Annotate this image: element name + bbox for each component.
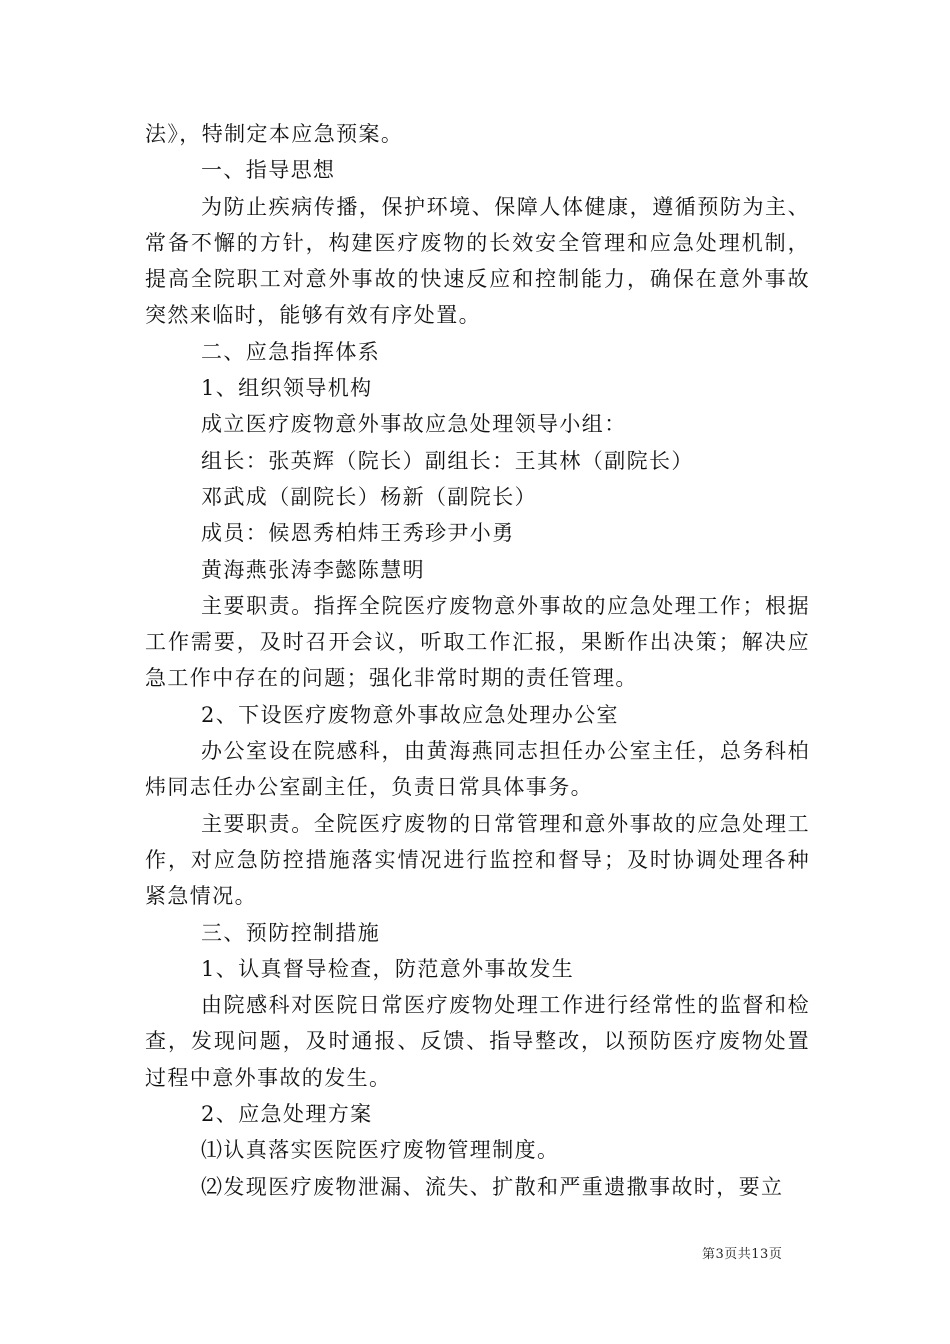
section-heading: 一、指导思想 <box>201 158 336 183</box>
paragraph: 由院感科对医院日常医疗废物处理工作进行经常性的监督和检查，发现问题，及时通报、反馈、指导整改，以预防医疗废物处置过程中意外事故的发生。 <box>145 993 810 1090</box>
document-body <box>145 116 810 1205</box>
paragraph: 主要职责。指挥全院医疗废物意外事故的应急处理工作；根据工作需要，及时召开会议，听取工作汇报，果断作出决策；解决应急工作中存在的问题；强化非常时期的责任管理。 <box>145 593 810 691</box>
paragraph: 成立医疗废物意外事故应急处理领导小组： <box>201 412 627 437</box>
list-item: ⑵发现医疗废物泄漏、流失、扩散和严重遗撒事故时，要立 <box>201 1174 784 1199</box>
paragraph: 黄海燕张涛李懿陈慧明 <box>201 557 425 582</box>
subsection-heading: 1、组织领导机构 <box>201 376 373 401</box>
subsection-heading: 2、下设医疗废物意外事故应急处理办公室 <box>201 702 619 727</box>
subsection-heading: 2、应急处理方案 <box>201 1102 373 1127</box>
paragraph: 法》，特制定本应急预案。 <box>145 122 404 146</box>
paragraph: 主要职责。全院医疗废物的日常管理和意外事故的应急处理工作，对应急防控措施落实情况进行监控和督导；及时协调处理各种紧急情况。 <box>145 811 810 909</box>
paragraph: 成员：候恩秀柏炜王秀珍尹小勇 <box>201 521 515 546</box>
list-item: ⑴认真落实医院医疗废物管理制度。 <box>201 1138 560 1163</box>
paragraph: 办公室设在院感科，由黄海燕同志担任办公室主任，总务科柏炜同志任办公室副主任，负责日常具体事务。 <box>145 739 810 800</box>
section-heading: 二、应急指挥体系 <box>201 339 381 364</box>
paragraph: 为防止疾病传播，保护环境、保障人体健康，遵循预防为主、常备不懈的方针，构建医疗废物的长效安全管理和应急处理机制，提高全院职工对意外事故的快速反应和控制能力，确保在意外事故突然来临时，能够有效有序处置。 <box>145 194 810 328</box>
subsection-heading: 1、认真督导检查，防范意外事故发生 <box>201 956 575 981</box>
paragraph: 组长：张英辉（院长）副组长：王其林（副院长） <box>201 448 694 473</box>
paragraph: 邓武成（副院长）杨新（副院长） <box>201 484 537 509</box>
section-heading: 三、预防控制措施 <box>201 920 381 945</box>
page-number-footer: 第3页共13页 <box>702 1247 783 1262</box>
